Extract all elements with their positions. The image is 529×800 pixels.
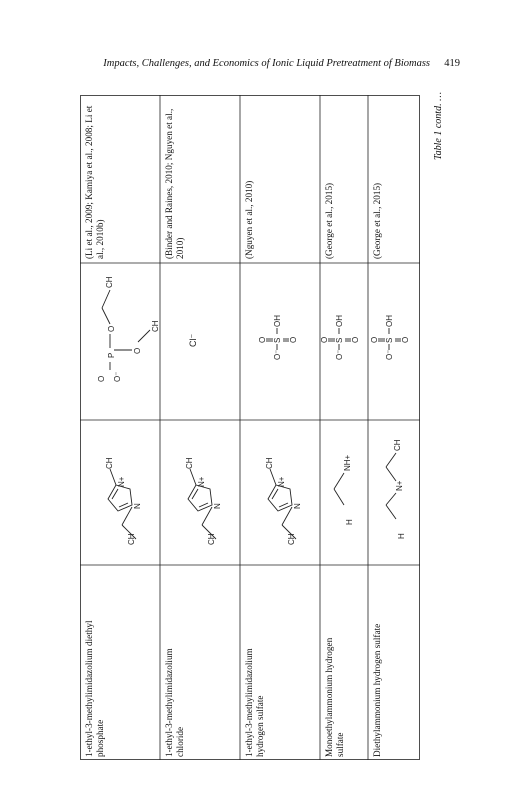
- imidazole-ring: [268, 485, 292, 511]
- o-label: O: [133, 347, 142, 354]
- row5-name: Diethylammonium hydrogen sulfate: [372, 623, 382, 757]
- o-minus-label: O⁻: [113, 371, 122, 382]
- page-number: 419: [444, 58, 460, 69]
- ch3-label: CH: [287, 533, 296, 545]
- methyl-bond: [190, 469, 196, 485]
- n-label: N: [213, 503, 222, 509]
- oh-label: OH: [385, 315, 394, 327]
- ethyl-bond: [386, 493, 396, 505]
- nh3-plus-label: NH+: [343, 454, 352, 471]
- hydrogen-sulfate-anion-4: [320, 315, 360, 360]
- methyl-bond: [110, 469, 116, 485]
- p-label: P: [107, 352, 116, 358]
- row1-name: 1-ethyl-3-methylimidazolium diethyl phosphate: [84, 620, 105, 757]
- double-bond: [199, 503, 208, 507]
- o-minus-label: O⁻: [335, 349, 344, 360]
- row3-reference: (Nguyen et al., 2010): [244, 180, 254, 259]
- oh-label: OH: [335, 315, 344, 327]
- o-minus-label: O⁻: [273, 349, 282, 360]
- oh-label: OH: [273, 315, 282, 327]
- double-bond: [279, 503, 288, 507]
- row4-name: Monoethylammonium hydrogen sulfate: [324, 637, 345, 757]
- h3c-label: H: [397, 533, 406, 539]
- h3c-label: H: [345, 519, 354, 525]
- n-plus-label: N+: [197, 476, 206, 487]
- ch3-label: CH: [127, 533, 136, 545]
- ethyl-bond: [334, 473, 344, 489]
- o-label: O: [97, 375, 106, 382]
- ethyl-bond: [102, 308, 110, 324]
- s-label: S: [273, 337, 282, 343]
- ethyl-bond-1: [122, 507, 132, 525]
- ethyl-bond: [334, 489, 344, 505]
- monoethylammonium-cation: [334, 454, 354, 525]
- imidazolium-cation-1: [105, 457, 142, 545]
- imidazolium-cation-2: [185, 457, 222, 545]
- double-bond: [119, 503, 128, 507]
- s-label: S: [335, 337, 344, 343]
- ch3-label: CH: [105, 457, 114, 469]
- ionic-liquid-table: [80, 95, 420, 760]
- row2-name: 1-ethyl-3-methylimidazolium chloride: [164, 648, 185, 757]
- running-title: Impacts, Challenges, and Economics of Ionic Liquid Pretreatment of Biomass: [103, 58, 430, 69]
- ethyl-bond-1: [202, 507, 212, 525]
- o-minus-label: O⁻: [385, 349, 394, 360]
- methyl-bond: [270, 469, 276, 485]
- imidazole-ring: [188, 485, 212, 511]
- row1-reference: (Li et al., 2009; Kamiya et al., 2008; Li et al., 2010b): [84, 105, 105, 259]
- o-label: O: [258, 336, 267, 343]
- diethylammonium-cation: [386, 439, 406, 539]
- ch3-label: CH: [265, 457, 274, 469]
- ethyl-bond: [386, 467, 396, 481]
- ch3-label: CH: [207, 533, 216, 545]
- table-caption: Table 1 contd. …: [433, 92, 444, 160]
- hydrogen-sulfate-anion-5: [370, 315, 410, 360]
- o-label: O: [289, 336, 298, 343]
- n-label: N: [133, 503, 142, 509]
- o-label: O: [401, 336, 410, 343]
- running-header: [80, 58, 460, 74]
- ethyl-bond-1: [282, 507, 292, 525]
- chloride-anion-label: Cl⁻: [188, 333, 198, 347]
- n-plus-label: N+: [277, 476, 286, 487]
- o-label: O: [351, 336, 360, 343]
- row5-reference: (George et al., 2015): [372, 182, 382, 259]
- ch3-label: CH: [393, 439, 402, 451]
- ch3-label: CH: [105, 276, 114, 288]
- row2-reference: (Binder and Raines, 2010; Nguyen et al., 2010): [164, 108, 185, 259]
- o-label: O: [107, 325, 116, 332]
- imidazolium-cation-3: [265, 457, 302, 545]
- n-label: N: [293, 503, 302, 509]
- row4-reference: (George et al., 2015): [324, 182, 334, 259]
- ch3-label: CH: [185, 457, 194, 469]
- ethyl-bond: [386, 505, 396, 519]
- ethyl-bond: [138, 330, 150, 342]
- ch3-label: CH: [151, 320, 160, 332]
- diethyl-phosphate-anion: [97, 276, 160, 382]
- s-label: S: [385, 337, 394, 343]
- ethyl-bond: [386, 453, 396, 467]
- nh2-plus-label: N+: [395, 480, 404, 491]
- hydrogen-sulfate-anion-3: [258, 315, 298, 360]
- ethyl-bond: [102, 290, 110, 308]
- row3-name: 1-ethyl-3-methylimidazolium hydrogen sulfate: [244, 648, 265, 757]
- imidazole-ring: [108, 485, 132, 511]
- o-label: O: [370, 336, 379, 343]
- o-label: O: [320, 336, 329, 343]
- n-plus-label: N+: [117, 476, 126, 487]
